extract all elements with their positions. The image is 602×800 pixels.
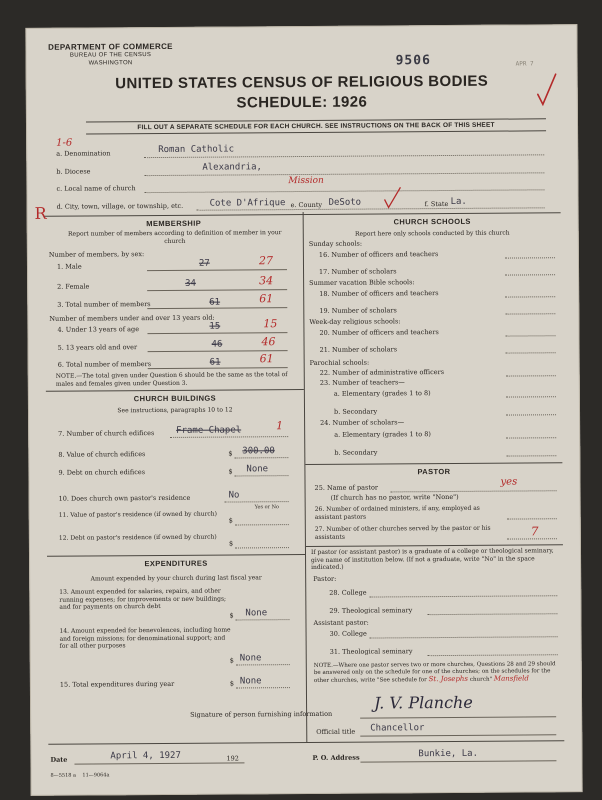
sunday-officers-label: 16. Number of officers and teachers [318, 250, 439, 259]
running-expenses-label: 13. Amount expended for salaries, repairs, and other running expenses; for improvements or new buildings; and for payments on church debt [59, 587, 227, 611]
section-divider [305, 462, 562, 465]
over-13-label: 5. 13 years old and over [57, 343, 138, 352]
residence-value-line [235, 524, 289, 525]
summer-officers-label: 18. Number of officers and teachers [319, 289, 439, 298]
over-13-typed[interactable]: 46 [211, 339, 223, 350]
department-header [45, 43, 175, 68]
assistant-seminary-label: 31. Theological seminary [329, 647, 413, 656]
edifices-value[interactable]: Frame Chapel [176, 425, 242, 436]
answer-line[interactable] [428, 654, 558, 656]
form-number [51, 772, 110, 778]
date-line[interactable] [74, 762, 244, 764]
date-label: Date [50, 755, 68, 764]
pastor-name-hint: (If church has no pastor, write "None") [330, 492, 459, 502]
assistant-section-label: Assistant pastor: [313, 618, 369, 627]
red-check-mark-icon [382, 185, 402, 209]
edifice-value-line [234, 457, 288, 458]
denomination-label: a. Denomination [56, 149, 111, 158]
edifice-debt-label: 9. Debt on church edifices [58, 468, 146, 477]
dollar-sign: $ [229, 656, 234, 665]
running-expenses-line [235, 619, 289, 620]
edifice-debt-value[interactable]: None [246, 464, 269, 475]
other-churches-label: 27. Number of other churches served by the pastor or his assistants [314, 524, 491, 541]
pastor-heading: PASTOR [417, 466, 451, 477]
church-name-line [144, 189, 544, 193]
section-divider [46, 389, 304, 392]
owns-residence-label: 10. Does church own pastor's residence [58, 493, 191, 503]
total-members-ink: 61 [259, 292, 274, 306]
buildings-intro: See instructions, paragraphs 10 to 12 [117, 406, 233, 415]
state-label: f. State [424, 199, 449, 209]
buildings-heading: CHURCH BUILDINGS [133, 393, 217, 404]
owns-residence-value[interactable]: No [228, 490, 240, 501]
residence-debt-label: 12. Debt on pastor's residence (if owned by church) [58, 533, 217, 542]
diocese-label: b. Diocese [56, 167, 91, 176]
dollar-sign: $ [228, 539, 234, 548]
received-stamp: APR 7 [515, 60, 534, 68]
signature-label: Signature of person furnishing information [190, 709, 333, 719]
under-13-ink: 15 [263, 317, 278, 331]
owns-residence-line [225, 501, 289, 502]
pastor-seminary-label: 29. Theological seminary [329, 606, 413, 615]
under-13-label: 4. Under 13 years of age [57, 325, 140, 334]
denomination-value[interactable]: Roman Catholic [158, 144, 235, 156]
under-13-typed[interactable]: 15 [209, 321, 221, 332]
bureau-name: BUREAU OF THE CENSUS [69, 52, 152, 59]
admin-officers-label: 22. Number of administrative officers [319, 368, 445, 377]
edifice-debt-line [234, 475, 288, 476]
female-line [147, 289, 287, 291]
dollar-sign: $ [228, 449, 233, 458]
male-label: 1. Male [56, 262, 82, 271]
secondary-teachers-label: b. Secondary [333, 407, 378, 416]
running-expenses-value[interactable]: None [245, 608, 268, 619]
po-address-line[interactable] [360, 760, 556, 762]
denomination-line [144, 154, 544, 158]
other-churches-ink: 7 [530, 524, 539, 539]
schools-heading: CHURCH SCHOOLS [393, 216, 471, 227]
edifices-label: 7. Number of church edifices [58, 429, 155, 438]
answer-line[interactable] [370, 636, 558, 638]
male-ink: 27 [258, 254, 274, 268]
pastor-section-label: Pastor: [313, 574, 337, 583]
expenditures-heading: EXPENDITURES [144, 558, 208, 569]
form-number-a: 8—5518 a [50, 772, 77, 779]
county-label: e. County [290, 200, 323, 210]
pastor-name-label: 25. Name of pastor [314, 483, 379, 492]
answer-line[interactable] [506, 396, 556, 397]
answer-line[interactable] [506, 414, 556, 415]
edifices-ink: 1 [276, 419, 284, 433]
assistant-pastors-label: 26. Number of ordained ministers, if any, employed as assistant pastors [314, 504, 480, 521]
parochial-schools-label: Parochial schools: [309, 358, 370, 367]
answer-line[interactable] [506, 437, 556, 438]
summer-scholars-label: 19. Number of scholars [319, 306, 397, 315]
members-by-sex-label: Number of members, by sex: [48, 250, 145, 259]
members-by-age-label: Number of members under and over 13 years old: [49, 313, 215, 323]
city-name: WASHINGTON [88, 60, 133, 67]
answer-line[interactable] [505, 335, 555, 336]
schedule-number: 9506 [395, 53, 431, 69]
total-members-typed[interactable]: 61 [209, 297, 221, 308]
dollar-sign: $ [228, 467, 233, 476]
state-value[interactable]: La. [450, 196, 467, 207]
form-title: UNITED STATES CENSUS OF RELIGIOUS BODIES [115, 72, 489, 93]
teachers-label: 23. Number of teachers— [319, 378, 405, 387]
official-title-label: Official title [316, 727, 356, 736]
footnote-place: Mansfield [493, 674, 529, 683]
pastor-footnote [314, 661, 560, 685]
scholars-label: 24. Number of scholars— [320, 418, 405, 427]
membership-note: NOTE.—The total given under Question 6 should be the same as the total of males and females given under Question 3. [55, 371, 288, 388]
answer-line[interactable] [505, 313, 555, 314]
date-value[interactable]: April 4, 1927 [110, 750, 181, 762]
signature: J. V. Planche [373, 692, 473, 713]
answer-line[interactable] [505, 274, 555, 275]
edifice-value[interactable]: 300.00 [242, 446, 275, 457]
dollar-sign: $ [229, 679, 235, 688]
city-value[interactable]: Cote D'Afrique [209, 198, 286, 209]
total-expenditures-line [236, 687, 290, 688]
assistant-college-label: 30. College [329, 629, 367, 638]
total-expenditures-value[interactable]: None [239, 676, 262, 687]
census-schedule-page [25, 24, 582, 796]
section-divider [47, 554, 305, 557]
answer-line[interactable] [505, 296, 555, 297]
total-expenditures-label: 15. Total expenditures during year [59, 679, 175, 689]
dollar-sign: $ [229, 611, 234, 620]
benevolences-label: 14. Amount expended for benevolences, including home and foreign missions; for denominational support; and for all other purposes [59, 626, 231, 650]
footnote-end: church" [469, 676, 493, 683]
pastor-college-label: 28. College [329, 588, 367, 597]
schools-intro: Report here only schools conducted by this church [354, 229, 510, 238]
membership-intro: Report number of members according to definition of member in your church [68, 229, 282, 245]
female-label: 2. Female [57, 282, 90, 291]
total-members-label: 3. Total number of members [57, 300, 151, 309]
under-13-line [147, 332, 287, 334]
edifices-line [170, 436, 288, 438]
po-address-value[interactable]: Bunkie, La. [418, 748, 479, 760]
summer-schools-label: Summer vacation Bible schools: [309, 278, 415, 287]
form-instruction: FILL OUT A SEPARATE SCHEDULE FOR EACH CHURCH. SEE INSTRUCTIONS ON THE BACK OF THIS SHEET [86, 118, 546, 134]
official-title-value[interactable]: Chancellor [370, 723, 425, 734]
yes-no-hint: Yes or No [254, 504, 280, 511]
answer-line[interactable] [506, 455, 556, 456]
female-ink: 34 [259, 274, 274, 288]
department-name: DEPARTMENT OF COMMERCE [48, 41, 173, 52]
total-by-age-ink: 61 [259, 352, 274, 366]
form-subtitle: SCHEDULE: 1926 [236, 93, 368, 112]
answer-line[interactable] [507, 538, 557, 539]
answer-line[interactable] [369, 595, 557, 597]
county-value[interactable]: DeSoto [328, 197, 362, 208]
male-typed[interactable]: 27 [198, 258, 210, 269]
weekday-officers-label: 20. Number of officers and teachers [319, 328, 439, 337]
benevolences-line [236, 664, 290, 665]
expenditures-intro: Amount expended by your church during last fiscal year [90, 574, 262, 583]
year-suffix: 192 [226, 754, 239, 763]
sunday-schools-label: Sunday schools: [308, 239, 363, 248]
elementary-teachers-label: a. Elementary (grades 1 to 8) [333, 389, 431, 398]
pastor-footnote-text: NOTE.—Where one pastor serves two or more churches, Questions 28 and 29 should be answered only on the schedule for one of the churches; on the schedules for the other churches, write "See schedule for [313, 661, 556, 684]
edifice-value-label: 8. Value of church edifices [58, 450, 146, 459]
footnote-ink: St. Josephs [428, 674, 469, 684]
total-by-age-label: 6. Total number of members [57, 360, 152, 369]
margin-mark: 1-6 [56, 137, 73, 149]
answer-line[interactable] [507, 518, 557, 519]
sunday-scholars-label: 17. Number of scholars [319, 267, 397, 276]
benevolences-value[interactable]: None [239, 653, 262, 664]
answer-line[interactable] [505, 257, 555, 258]
secondary-scholars-label: b. Secondary [334, 448, 378, 457]
church-name-label: c. Local name of church [56, 184, 136, 193]
graduate-note: If pastor (or assistant pastor) is a graduate of a college or theological seminary, give name of institution below. (If not a graduate, write "No" in the space indicated.) [310, 547, 554, 571]
diocese-value[interactable]: Alexandria, [202, 162, 262, 173]
male-line [147, 269, 287, 271]
membership-heading: MEMBERSHIP [146, 218, 202, 229]
female-typed[interactable]: 34 [185, 278, 196, 289]
official-title-line[interactable] [360, 734, 556, 736]
diocese-line [144, 172, 544, 176]
over-13-ink: 46 [261, 335, 276, 349]
residence-debt-line [235, 547, 289, 548]
city-label: d. City, town, village, or township, etc. [56, 201, 184, 211]
total-by-age-typed[interactable]: 61 [209, 357, 221, 368]
church-name-value[interactable]: Mission [288, 175, 324, 187]
dollar-sign: $ [228, 516, 233, 525]
pastor-name-ink: yes [500, 476, 518, 488]
form-number-b: 11—9064a [82, 772, 110, 779]
review-mark: R [34, 203, 47, 223]
weekday-schools-label: Week-day religious schools: [309, 317, 401, 326]
pastor-name-line[interactable] [391, 490, 557, 492]
elementary-scholars-label: a. Elementary (grades 1 to 8) [334, 430, 431, 439]
signature-line[interactable] [360, 716, 556, 718]
answer-line[interactable] [506, 352, 556, 353]
residence-value-label: 11. Value of pastor's residence (if owned by church) [58, 510, 218, 519]
answer-line[interactable] [427, 613, 557, 615]
weekday-scholars-label: 21. Number of scholars [319, 345, 398, 354]
answer-line[interactable] [506, 375, 556, 376]
po-address-label: P. O. Address [312, 753, 360, 762]
